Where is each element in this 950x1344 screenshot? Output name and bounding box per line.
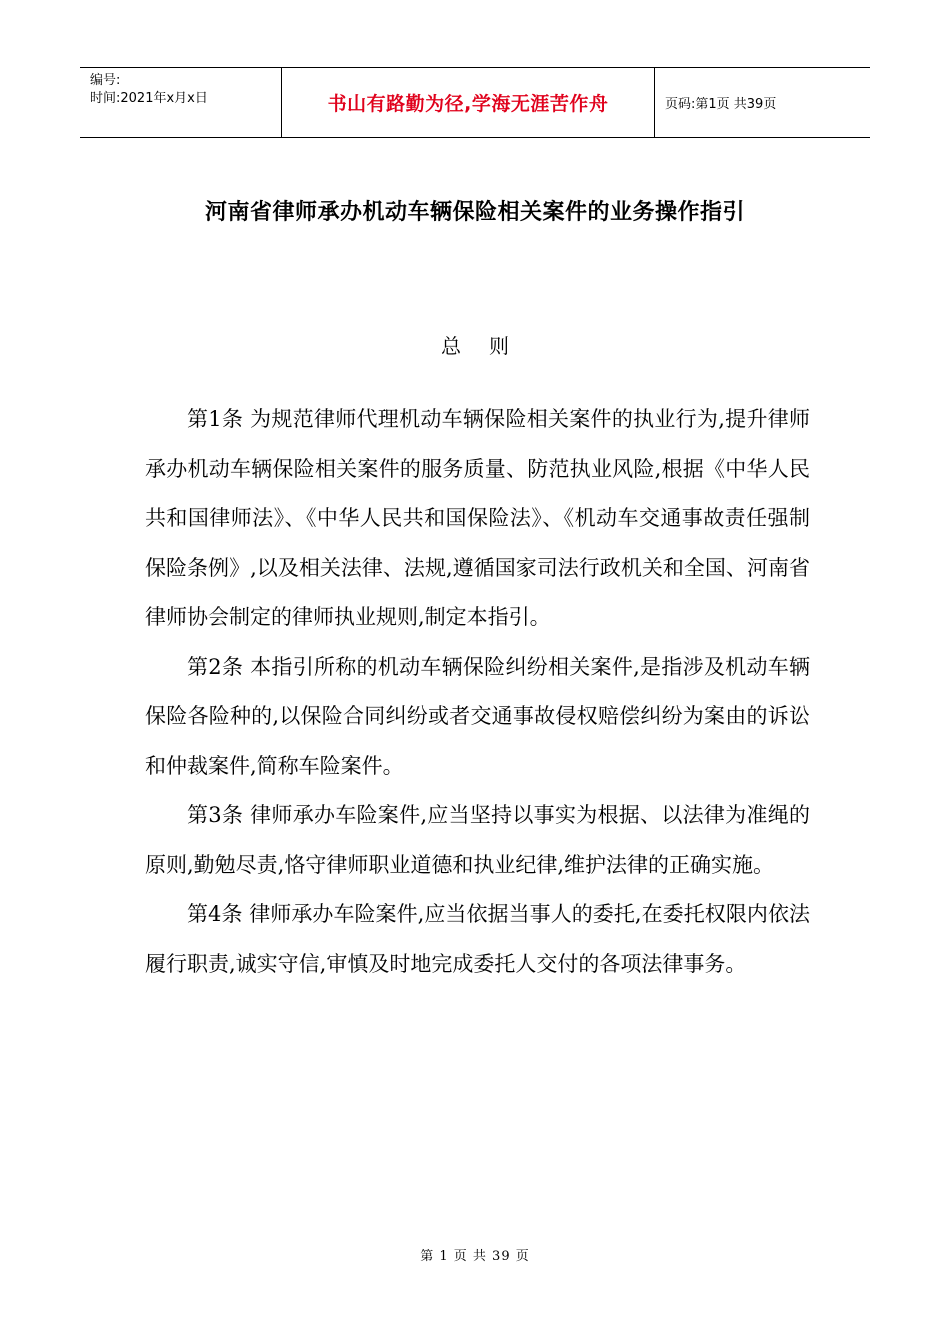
date-label: 时间:2021年x月x日 xyxy=(90,91,208,106)
header-page-cell xyxy=(655,68,870,137)
motto-text: 书山有路勤为径,学海无涯苦作舟 xyxy=(327,93,609,115)
document-header xyxy=(80,67,870,138)
section-title: 总则 xyxy=(441,334,537,358)
page-footer: 第 1 页 共 39 页 xyxy=(420,1249,530,1264)
article-2: 第2条 本指引所称的机动车辆保险纠纷相关案件,是指涉及机动车辆保险各险种的,以保险合同纠纷或者交通事故侵权赔偿纠纷为案由的诉讼和仲裁案件,简称车险案件。 xyxy=(145,654,810,778)
header-motto-cell xyxy=(282,68,655,137)
article-4: 第4条 律师承办车险案件,应当依据当事人的委托,在委托权限内依法履行职责,诚实守信,审慎及时地完成委托人交付的各项法律事务。 xyxy=(145,902,810,976)
header-info-cell xyxy=(80,68,282,137)
document-title: 河南省律师承办机动车辆保险相关案件的业务操作指引 xyxy=(204,200,745,225)
article-3: 第3条 律师承办车险案件,应当坚持以事实为根据、以法律为准绳的原则,勤勉尽责,恪守律师职业道德和执业纪律,维护法律的正确实施。 xyxy=(145,803,810,877)
article-1: 第1条 为规范律师代理机动车辆保险相关案件的执业行为,提升律师承办机动车辆保险相关案件的服务质量、防范执业风险,根据《中华人民共和国律师法》、《中华人民共和国保险法》、《机动车交通事故责任强制保险条例》,以及相关法律、法规,遵循国家司法行政机关和全国、河南省律师协会制定的律师执业规则,制定本指引。 xyxy=(145,407,810,629)
page-info: 页码:第1页 共39页 xyxy=(665,97,777,112)
document-body xyxy=(145,395,810,989)
number-label: 编号: xyxy=(90,73,121,88)
